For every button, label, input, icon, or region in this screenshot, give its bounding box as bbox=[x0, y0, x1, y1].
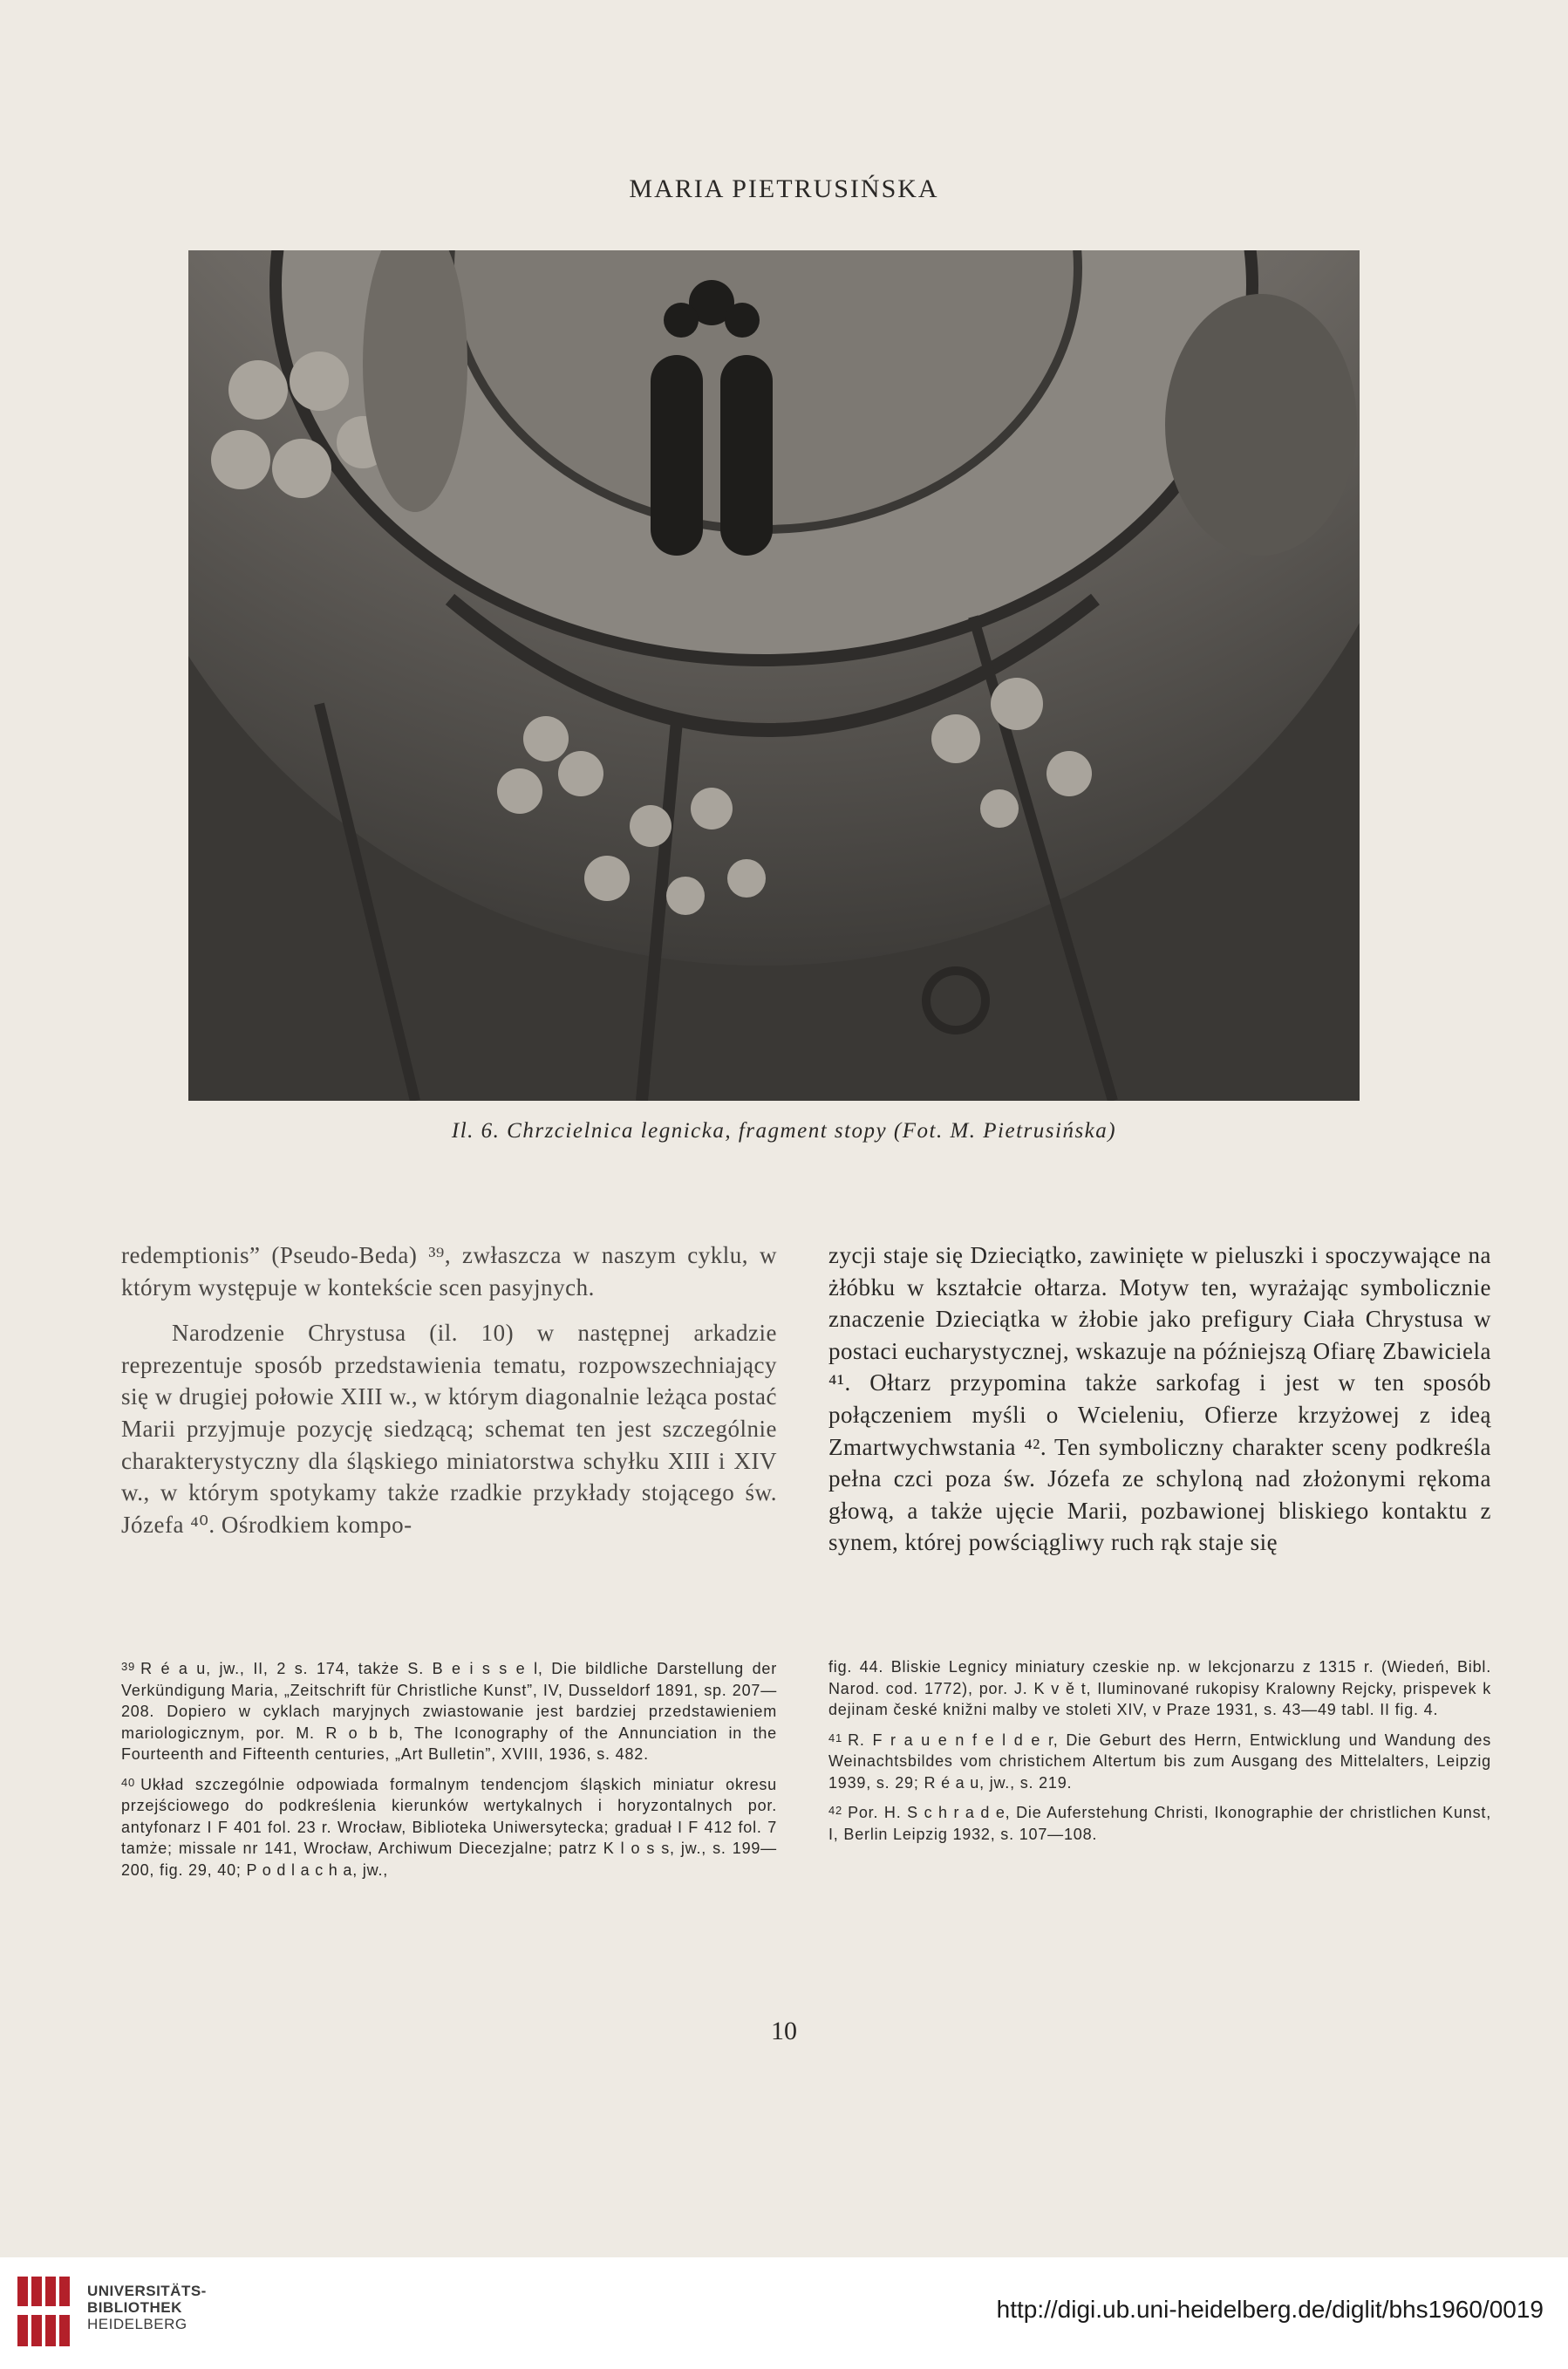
institution-name[interactable] bbox=[87, 2283, 207, 2332]
footnote: $^{41}$ R. F r a u e n f e l d e r, Die Geburt des Herrn, Entwicklung und Wandung des Weinachtsbildes vom christichem Altertum bis zum Ausgang des Mittelalters, Leipzig 1939, s. 29; R é a u, jw., s. 219. bbox=[828, 1731, 1491, 1792]
body-column-right bbox=[828, 1239, 1491, 1559]
paragraph: redemptionis” (Pseudo-Beda) ³⁹, zwłaszcza w naszym cyklu, w którym występuje w kontekście scen pasyjnych. bbox=[121, 1242, 777, 1301]
baptismal-font-photo bbox=[188, 250, 1360, 1101]
footnote: $^{40}$ Układ szczególnie odpowiada formalnym tendencjom śląskich miniatur okresu przejściowego do podkreślenia kierunków wertykalnych i horyzontalnych por. antyfonarz I F 401 fol. 23 r. Wrocław, Biblioteka Uniwersytecka; graduał I F 412 fol. 7 tamże; missale nr 141, Wrocław, Archiwum Diecezjalne; patrz K l o s s, jw., s. 199—200, fig. 29, 40; P o d l a c h a, jw., bbox=[121, 1775, 777, 1879]
figure-caption: Il. 6. Chrzcielnica legnicka, fragment stopy (Fot. M. Pietrusińska) bbox=[451, 1119, 1117, 1143]
source-url-link[interactable]: http://digi.ub.uni-heidelberg.de/diglit/bhs1960/0019 bbox=[996, 2296, 1544, 2323]
page-header: MARIA PIETRUSIŃSKA bbox=[629, 174, 939, 203]
footer-bar bbox=[0, 2257, 1568, 2369]
institution-line: HEIDELBERG bbox=[87, 2316, 187, 2332]
university-library-logo-icon[interactable] bbox=[17, 2277, 70, 2346]
page-number: 10 bbox=[771, 2017, 797, 2045]
body-column-left bbox=[121, 1239, 777, 1540]
footnotes-left bbox=[121, 1656, 777, 1888]
paragraph: zycji staje się Dzieciątko, zawinięte w pieluszki i spoczywające na żłóbku w kształcie ołtarza. Motyw ten, wyrażając symbolicznie znaczenie Dzieciątka w żłobie jako prefigury Ciała Chrystusa w postaci eucharystycznej, wskazuje na późniejszą Ofiarę Zbawiciela ⁴¹. Ołtarz przypomina także sarkofag i jest w ten sposób połączeniem myśli o Wcieleniu, Ofierze krzyżowej z ideą Zmartwychwstania ⁴². Ten symboliczny charakter sceny podkreśla pełna czci poza św. Józefa ze schyloną nad złożonymi rękoma głową, a także ujęcie Marii, pozbawionej bliskiego kontaktu z synem, której powściągliwy ruch rąk staje się bbox=[828, 1242, 1491, 1556]
footnote: fig. 44. Bliskie Legnicy miniatury czeskie np. w lekcjonarzu z 1315 r. (Wiedeń, Bibl. Narod. cod. 1772), por. J. K v ě t, Iluminované rukopisy Kralowny Rejcky, prispevek k dejinam české knižni malby ve stoleti XIV, v Praze 1931, s. 43—49 tabl. II fig. 4. bbox=[828, 1658, 1491, 1718]
paragraph: Narodzenie Chrystusa (il. 10) w następnej arkadzie reprezentuje sposób przedstawienia tematu, rozpowszechniający się w drugiej połowie XIII w., w którym diagonalnie leżąca postać Marii przyjmuje pozycję siedzącą; schemat ten jest szczególnie charakterystyczny dla śląskiego miniatorstwa schyłku XIII i XIV w., w którym spotykamy także rzadkie przykłady stojącego św. Józefa ⁴⁰. Ośrodkiem kompo- bbox=[121, 1320, 777, 1538]
footnote: $^{39}$ R é a u, jw., II, 2 s. 174, także S. B e i s s e l, Die bildliche Darstellung der Verkündigung Maria, „Zeitschrift für Christliche Kunst”, IV, Dusseldorf 1891, sp. 207—208. Dopiero w cyklach maryjnych zwiastowanie jest bardziej przedstawieniem mariologicznym, por. M. R o b b, The Iconography of the Annunciation in the Fourteenth and Fifteenth centuries, „Art Bulletin”, XVIII, 1936, s. 482. bbox=[121, 1660, 777, 1763]
institution-line: UNIVERSITÄTS- bbox=[87, 2283, 207, 2299]
footnotes-right bbox=[828, 1656, 1491, 1852]
footnote: $^{42}$ Por. H. S c h r a d e, Die Auferstehung Christi, Ikonographie der christlichen Kunst, I, Berlin Leipzig 1932, s. 107—108. bbox=[828, 1804, 1491, 1843]
institution-line: BIBLIOTHEK bbox=[87, 2299, 182, 2316]
